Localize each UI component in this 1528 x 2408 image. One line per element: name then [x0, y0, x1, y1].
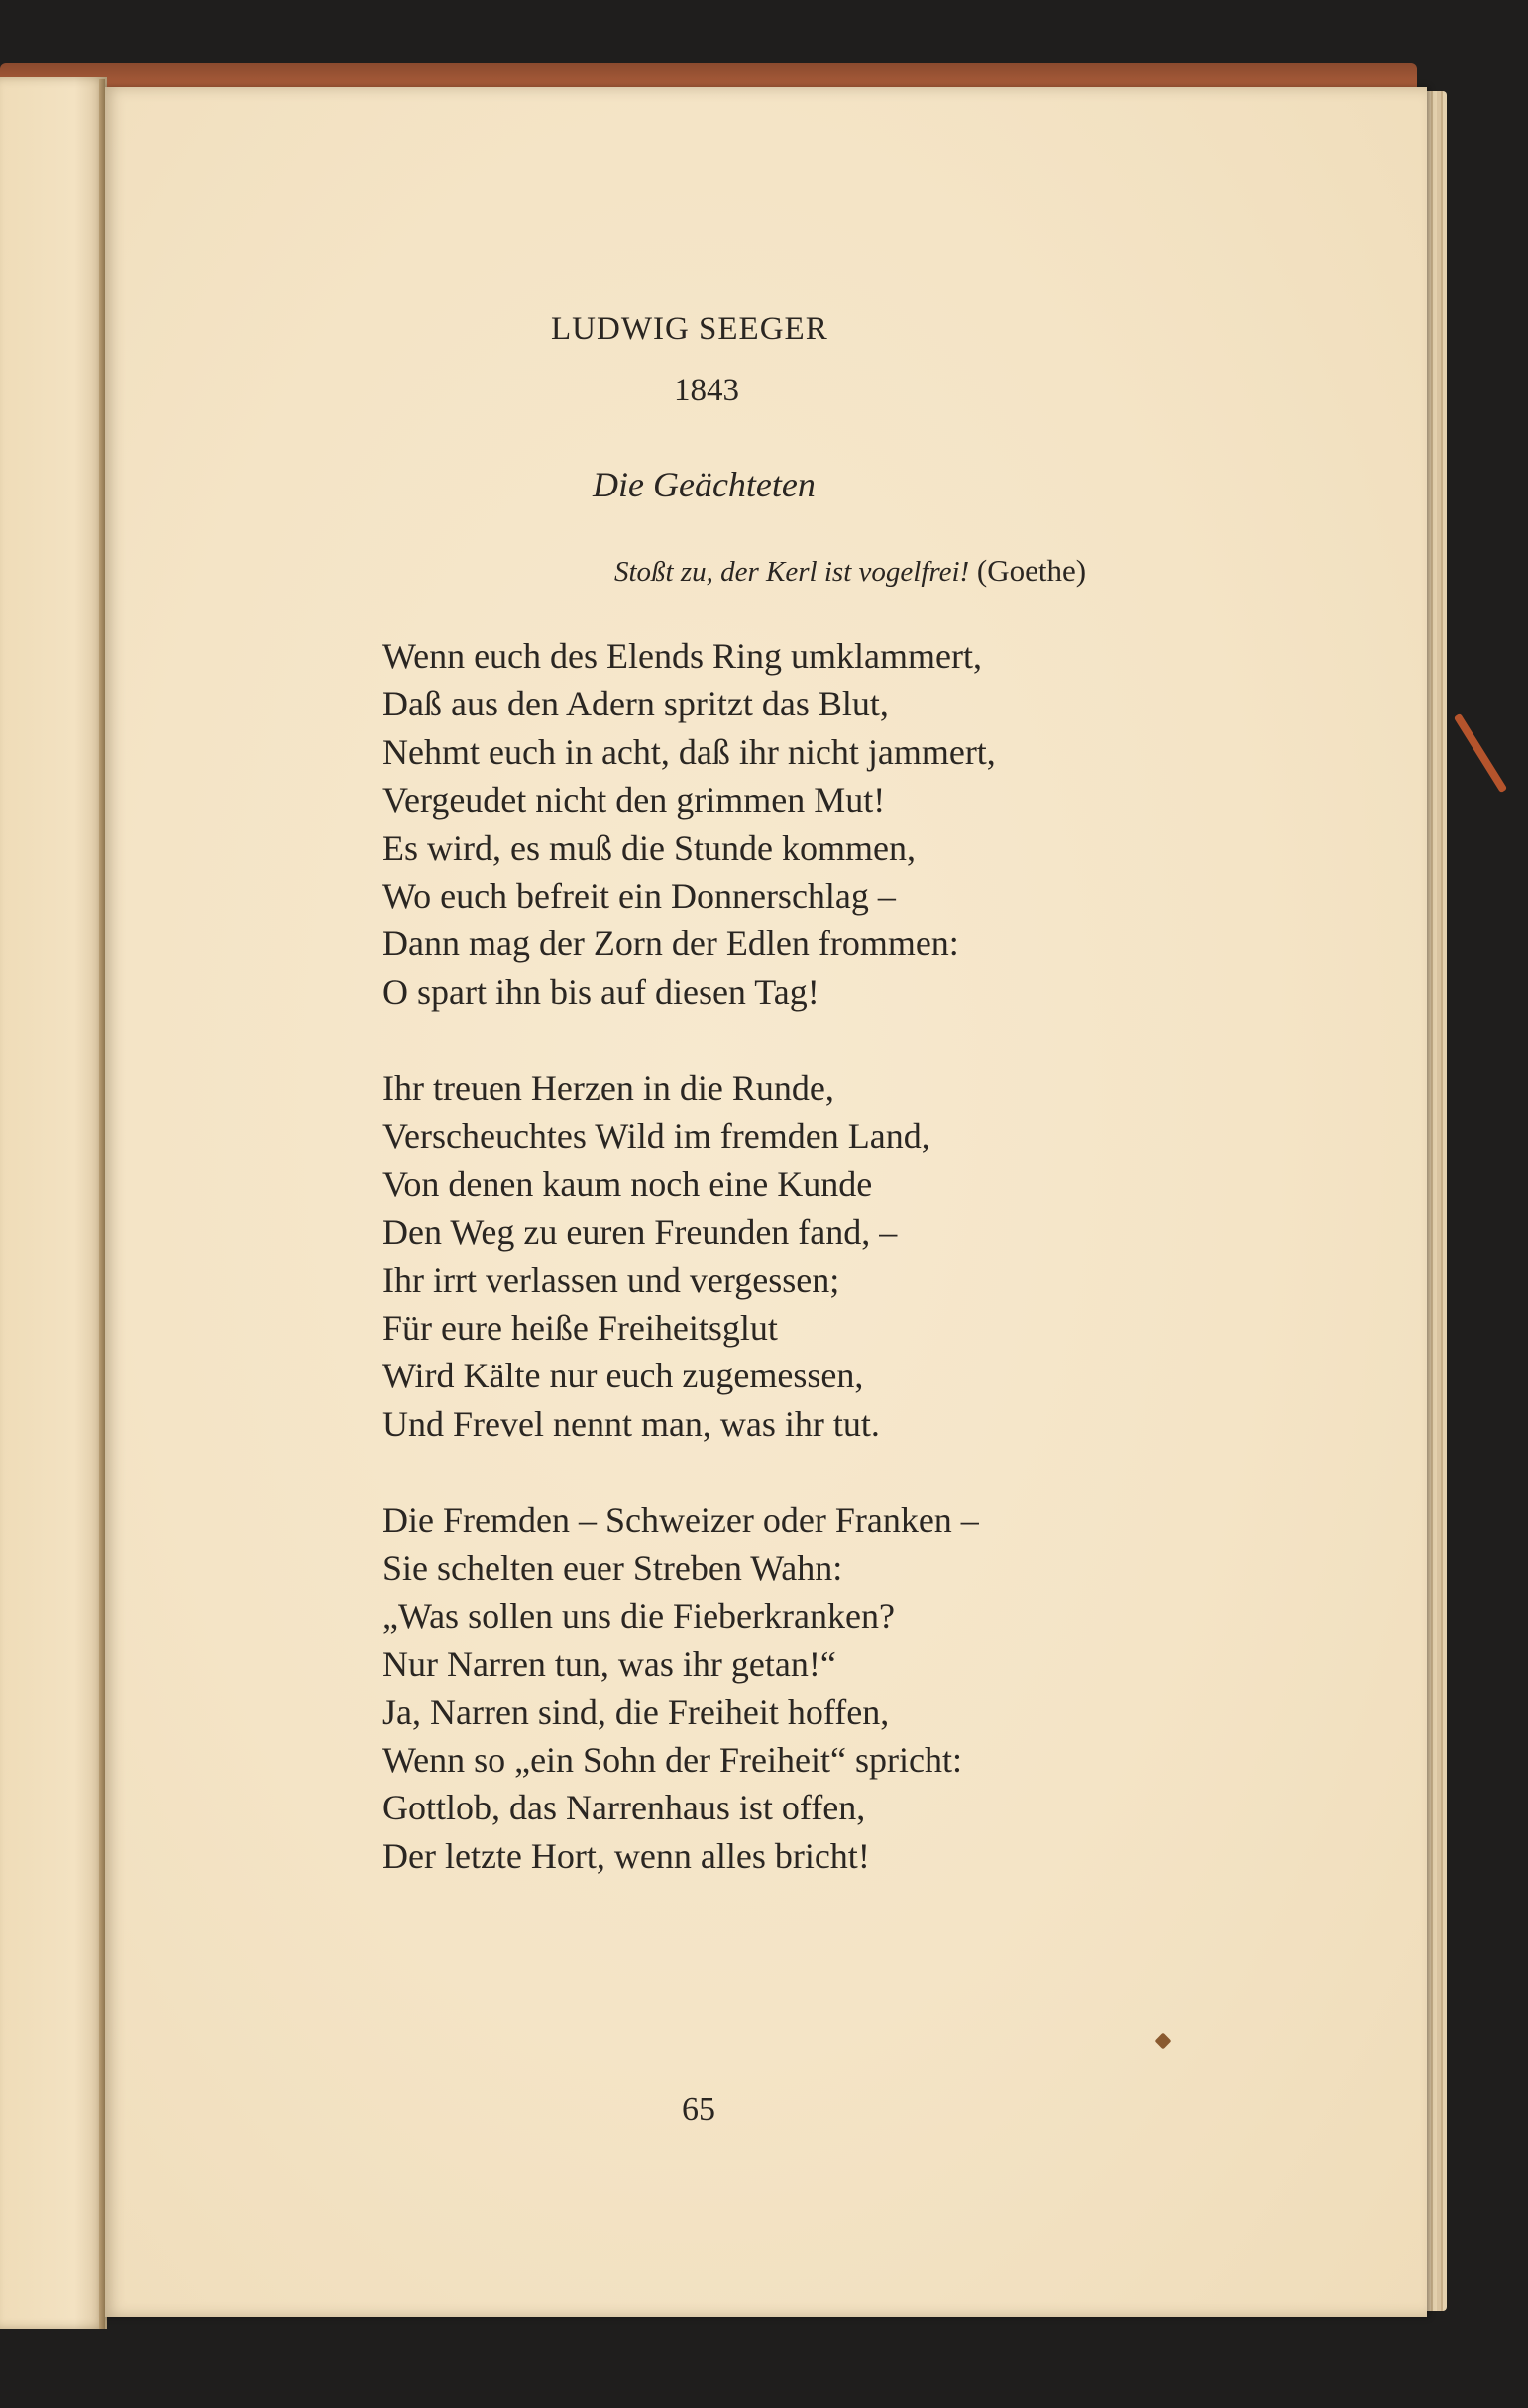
poem-line: Wird Kälte nur euch zugemessen, [382, 1356, 864, 1396]
left-page-strip [0, 77, 107, 2329]
epigraph-source: (Goethe) [976, 553, 1087, 588]
poem-line: Ihr treuen Herzen in die Runde, [382, 1068, 834, 1108]
stanza-3 [382, 1496, 979, 1880]
poem-line: Von denen kaum noch eine Kunde [382, 1163, 873, 1204]
poem-line: Verscheuchtes Wild im fremden Land, [382, 1116, 930, 1156]
poem-line: Es wird, es muß die Stunde kommen, [382, 827, 916, 868]
year: 1843 [674, 373, 739, 408]
poem-line: Für eure heiße Freiheitsglut [382, 1307, 778, 1348]
poem-line: Nehmt euch in acht, daß ihr nicht jammert, [382, 731, 996, 772]
poem-line: Und Frevel nennt man, was ihr tut. [382, 1403, 880, 1444]
poem-line: Ja, Narren sind, die Freiheit hoffen, [382, 1692, 890, 1732]
book-gutter [99, 79, 105, 2329]
epigraph [614, 553, 1086, 589]
poem-line: Wenn euch des Elends Ring umklammert, [382, 636, 982, 676]
page-number: 65 [682, 2091, 715, 2128]
poem-line: O spart ihn bis auf diesen Tag! [382, 971, 819, 1012]
poem-line: Ihr irrt verlassen und vergessen; [382, 1259, 840, 1300]
poem-line: Wenn so „ein Sohn der Freiheit“ spricht: [382, 1739, 962, 1780]
poem-line: Wo euch befreit ein Donnerschlag – [382, 875, 896, 916]
poem-line: Die Fremden – Schweizer oder Franken – [382, 1500, 979, 1540]
stanza-2 [382, 1064, 930, 1448]
poem-line: Nur Narren tun, was ihr getan!“ [382, 1644, 836, 1685]
poem-title: Die Geächteten [593, 465, 816, 504]
epigraph-quote: Stoßt zu, der Kerl ist vogelfrei! [614, 556, 970, 588]
poem-line: „Was sollen uns die Fieberkranken? [382, 1595, 895, 1636]
stanza-1 [382, 632, 996, 1016]
poem-line: Sie schelten euer Streben Wahn: [382, 1548, 843, 1588]
poem-line: Daß aus den Adern spritzt das Blut, [382, 684, 889, 724]
author-name: LUDWIG SEEGER [551, 311, 828, 347]
poem-line: Den Weg zu euren Freunden fand, – [382, 1212, 898, 1253]
poem-line: Gottlob, das Narrenhaus ist offen, [382, 1788, 866, 1828]
poem-line: Dann mag der Zorn der Edlen frommen: [382, 924, 959, 964]
poem-line: Der letzte Hort, wenn alles bricht! [382, 1835, 870, 1876]
poem-line: Vergeudet nicht den grimmen Mut! [382, 780, 886, 821]
